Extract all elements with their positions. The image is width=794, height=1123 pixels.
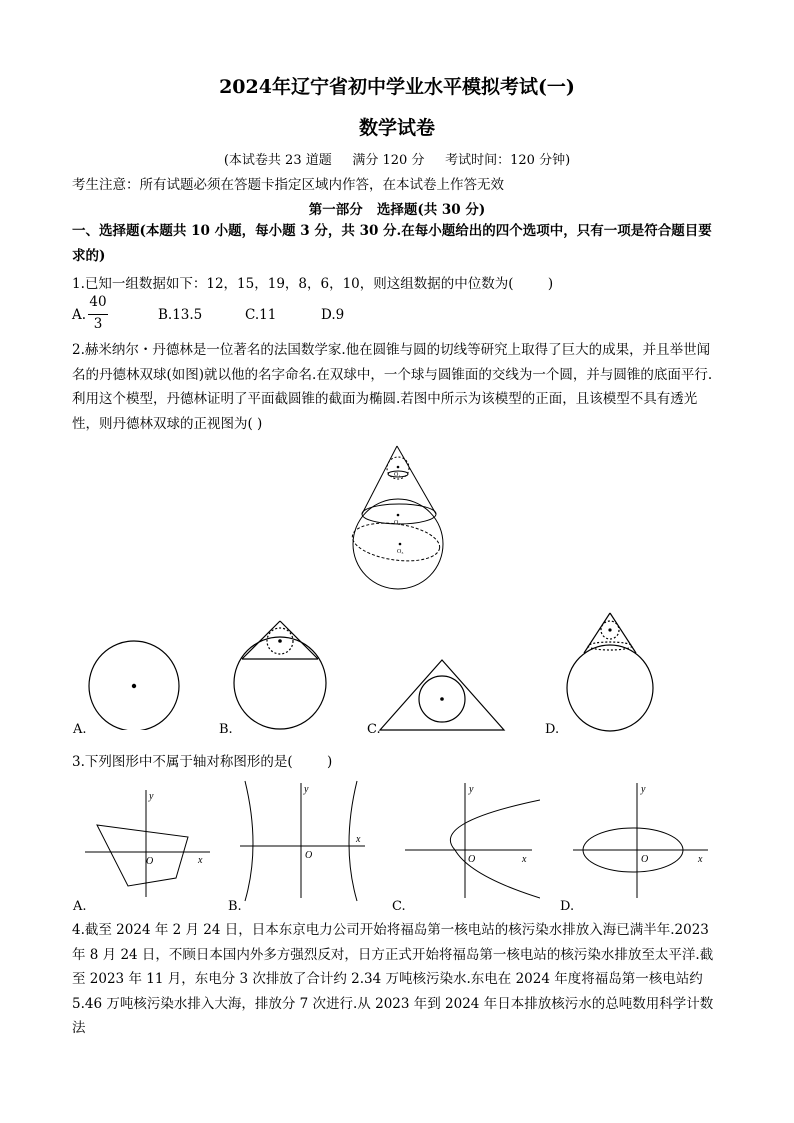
option-a-label: A. xyxy=(72,307,87,323)
q2-option-b-figure xyxy=(228,612,338,734)
q3-option-a-figure xyxy=(80,785,215,900)
q3-option-c-label: C. xyxy=(392,899,406,914)
q3-option-c-figure xyxy=(400,778,540,903)
question-1-option-a xyxy=(72,294,132,338)
q3-option-d-label: D. xyxy=(560,899,575,914)
q3d-y-label: y xyxy=(641,784,646,795)
fraction-numerator: 40 xyxy=(89,294,107,310)
label-o2: O₂ xyxy=(394,520,401,526)
fraction-denominator: 3 xyxy=(93,316,103,332)
question-1-stem: 1.已知一组数据如下：12，15，19，8，6，10，则这组数据的中位数为( ) xyxy=(72,276,554,292)
q2-option-c-label: C. xyxy=(367,722,381,737)
q3a-y-label: y xyxy=(149,791,154,802)
q3c-x-label: x xyxy=(522,854,527,865)
q3b-origin-label: O xyxy=(305,850,313,861)
section-heading: 一、选择题(本题共 10 小题，每小题 3 分，共 30 分.在每小题给出的四个选项中，只有一项是符合题目要求的) xyxy=(72,223,712,264)
question-1-option-c: C.11 xyxy=(245,307,277,323)
q2-option-a-figure xyxy=(80,630,190,730)
question-3-stem: 3.下列图形中不属于轴对称图形的是( ) xyxy=(72,754,333,770)
q3b-y-label: y xyxy=(304,784,309,795)
q2-option-a-label: A. xyxy=(73,722,87,737)
q2-option-d-label: D. xyxy=(545,722,560,737)
q3a-origin-label: O xyxy=(146,856,154,867)
q3-option-d-figure xyxy=(568,778,713,903)
exam-subtitle: 数学试卷 xyxy=(358,117,435,139)
exam-notice: 考生注意：所有试题必须在答题卡指定区域内作答，在本试卷上作答无效 xyxy=(72,177,504,193)
question-4-stem: 4.截至 2024 年 2 月 24 日，日本东京电力公司开始将福岛第一核电站的核污染水排放入海已满半年.2023 年 8 月 24 日，不顾日本国内外多方强烈反对，日方正式开始将福岛第一核电站的核污染水排放至太平洋.截至 2023 年 11 月，东电分 3 次排放了合计约 2.34 万吨核污染水.东电在 2024 年度将福岛第一核电站约 5.46 万吨核污染水排入大海，排放分 7 次进行.从 2023 年到 2024 年日本排放核污水的总吨数用科学计数法 xyxy=(72,922,714,1036)
q3-option-b-figure xyxy=(235,778,370,903)
q2-option-d-figure xyxy=(560,608,660,734)
question-1-option-b: B.13.5 xyxy=(158,307,203,323)
q3a-x-label: x xyxy=(198,855,203,866)
label-o3: O₃ xyxy=(397,549,404,555)
question-1-option-d: D.9 xyxy=(321,307,345,323)
exam-info: (本试卷共 23 道题 满分 120 分 考试时间：120 分钟) xyxy=(223,153,571,168)
q2-option-c-figure xyxy=(378,655,508,735)
q3-option-a-label: A. xyxy=(73,899,87,914)
q2-option-b-label: B. xyxy=(219,722,233,737)
q3d-origin-label: O xyxy=(641,854,649,865)
q3-option-b-label: B. xyxy=(228,899,242,914)
q3c-origin-label: O xyxy=(468,854,476,865)
question-2-stem: 2.赫米纳尔・丹德林是一位著名的法国数学家.他在圆锥与圆的切线等研究上取得了巨大的成果，并且举世闻名的丹德林双球(如图)就以他的名字命名.在双球中，一个球与圆锥面的交线为一个圆，并与圆锥的底面平行.利用这个模型，丹德林证明了平面截圆锥的截面为椭圆.若图中所示为该模型的正面，且该模型不具有透光性，则丹德林双球的正视图为( ) xyxy=(72,342,713,432)
label-o1: O₁ xyxy=(394,472,401,478)
part-title: 第一部分 选择题(共 30 分) xyxy=(308,202,486,218)
large-sphere xyxy=(353,499,443,589)
fraction-bar xyxy=(88,314,108,315)
q3b-x-label: x xyxy=(356,834,361,845)
dandelin-spheres-figure xyxy=(340,440,460,615)
exam-title: 2024年辽宁省初中学业水平模拟考试(一) xyxy=(219,76,575,98)
q3c-y-label: y xyxy=(469,784,474,795)
q3d-x-label: x xyxy=(698,854,703,865)
